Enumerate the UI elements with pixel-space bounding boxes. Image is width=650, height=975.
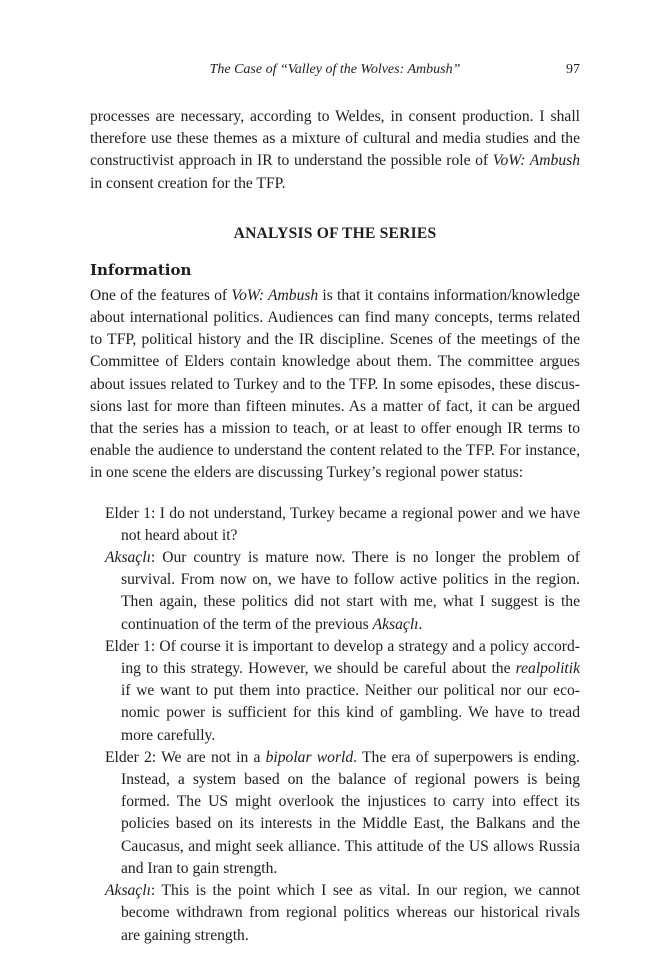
speaker-name: Elder 2 [105,748,152,766]
dialogue-text: : I do not understand, Turkey became a regional power and we have not heard about it? [121,504,580,544]
body-italic-title: VoW: Ambush [231,286,319,304]
dialogue-italic: bipolar world [265,748,354,766]
dialogue-italic: Aksaçlı [372,615,419,633]
intro-paragraph [90,106,580,195]
book-page [90,62,580,947]
intro-text-a: processes are necessary, according to Weldes, in consent production. I shall therefore use these themes as a mixture of cultural and media studies and the constructivist approach in IR to understand the possible role of [90,108,580,170]
dialogue-block [90,503,580,947]
intro-italic-title: VoW: Ambush [492,152,580,170]
dialogue-line [105,503,580,547]
dialogue-italic: realpolitik [515,660,580,678]
body-text-b: is that it contains information/knowledge about international politics. Audiences can find many concepts, terms related to TFP, political history and the IR discipline. Scenes of the meetings of the Committee of Elders contain knowledge about them. The committee argues about issues related to Turkey and to the TFP. In some episodes, these discussions last for more than fifteen minutes. As a matter of fact, it can be argued that the series has a mission to teach, or at least to offer enough IR terms to enable the audience to understand the content related to the TFP. For instance, in one scene the elders are discussing Turkey’s regional power status: [90,286,580,482]
dialogue-text: : Our country is mature now. There is no longer the problem of survival. From now on, we have to follow active politics in the region. Then again, these politics did not start with me, what I suggest is the continuation of the term of the previous [121,549,580,633]
speaker-name: Aksaçlı [105,882,151,900]
speaker-name: Aksaçlı [105,549,151,567]
dialogue-text: : Of course it is important to develop a strategy and a policy according to this strategy. However, we should be careful about the [121,637,580,678]
dialogue-text: . The era of superpowers is ending. Instead, a system based on the balance of regional powers is being formed. The US might overlook the injustices to carry into effect its policies based on its interests in the Middle East, the Balkans and the Caucasus, and might seek alliance. This attitude of the US allows Russia and Iran to gain strength. [121,748,580,877]
dialogue-line [105,880,580,947]
dialogue-line [105,747,580,880]
dialogue-line [105,547,580,636]
dialogue-line [105,636,580,747]
intro-text-b: in consent creation for the TFP. [90,174,286,192]
body-paragraph [90,285,580,485]
section-title: ANALYSIS OF THE SERIES [233,224,437,242]
speaker-name: Elder 1 [105,637,151,655]
dialogue-text: : We are not in a [151,748,266,766]
running-head [90,62,580,84]
running-title: The Case of “Valley of the Wolves: Ambush” [209,62,461,77]
dialogue-text: . [418,615,423,633]
subheading: Information [90,260,192,279]
speaker-name: Elder 1 [105,504,151,522]
page-number: 97 [566,62,580,77]
dialogue-text: if we want to put them into practice. Neither our political nor our economic power is sufficient for this kind of gambling. We have to tread more carefully. [121,682,580,744]
body-text-a: One of the features of [90,286,232,304]
dialogue-text: : This is the point which I see as vital. In our region, we cannot become withdrawn from regional politics whereas our historical rivals are gaining strength. [121,882,580,944]
